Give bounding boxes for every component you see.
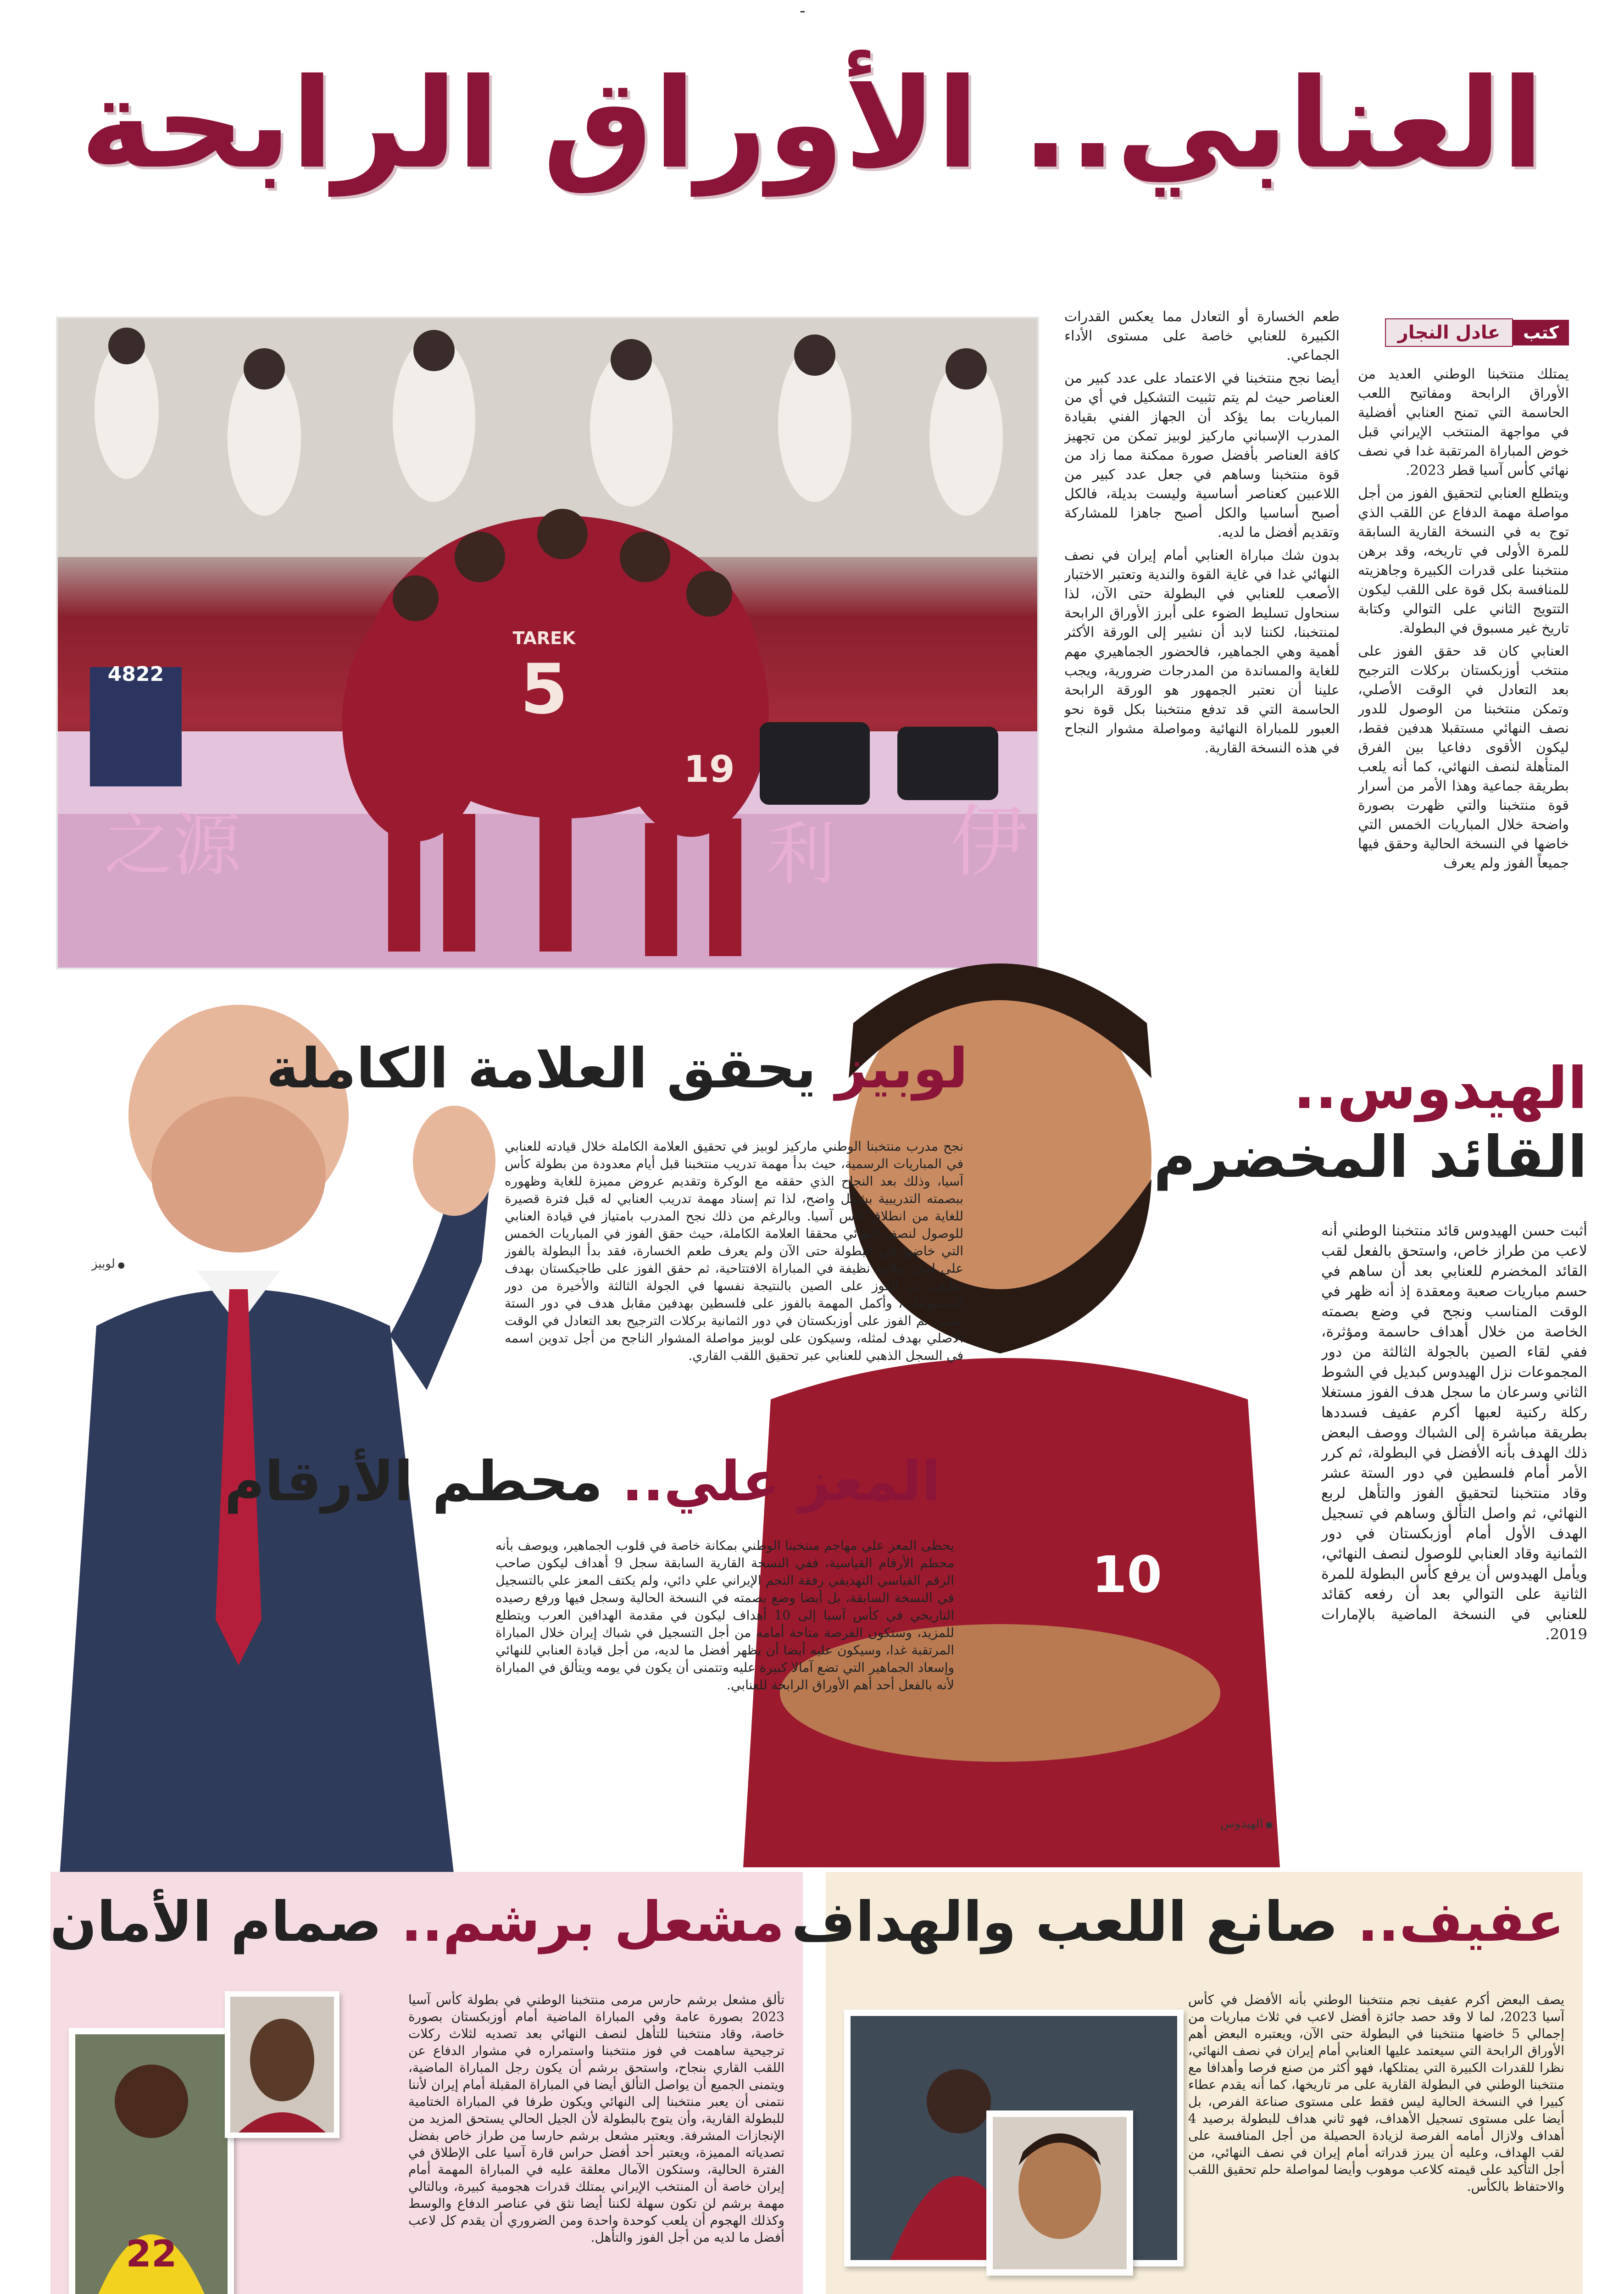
haydos-title-red: الهيدوس.. [1293, 1055, 1587, 1122]
byline-tag: كتب [1513, 320, 1569, 345]
ad-text-left: 之源 [103, 806, 242, 885]
main-article-paragraph: العنابي كان قد حقق الفوز على منتخب أوزبكستان بركلات الترجيح بعد التعادل في الوقت الأصلي، وتمكن منتخبنا من الوصول للدور نصف النهائي مستقبلا هدفين فقط، ليكون الأقوى دفاعيا بين الفرق المتأهلة لنصف النهائي، كما أنه يلعب بطريقة جماعية وهذا الأمر من أسرار قوة منتخبنا والتي ظهرت بصورة واضحة خلال المباريات الخمس التي خاضها في النسخة الحالية وحقق فيها جميعاً الفوز ولم يعرف [1358, 643, 1569, 871]
moez-title-red: المعز علي.. [622, 1450, 940, 1514]
haydos-jersey-number: 10 [1092, 1545, 1162, 1604]
afif-title [791, 1890, 1564, 1954]
byline [1385, 317, 1569, 349]
ad-text-right: 伊 [950, 797, 1029, 888]
barsham-portrait [225, 1991, 339, 2138]
barsham-body: تألق مشعل برشم حارس مرمى منتخبنا الوطني في بطولة كأس آسيا 2023 بصورة عامة وفي المباراة الماضية أمام أوزبكستان بصورة خاصة، وقاد منتخبنا للتأهل لنصف النهائي بعد تصديه لثلاث ركلات ترجيحية ساهمت في فوز منتخبنا واستمراره في مشوار الدفاع عن اللقب القاري بنجاح، واستحق برشم أن يكون رجل المباراة الماضية، ويتمنى الجميع أن يواصل التألق أيضا في المباراة المقبلة أمام إيران لأننا نتمنى أن يعبر منتخبنا إلى النهائي ويكون طرفا في المباراة الختامية للبطولة القارية، وأن يتوج بالبطولة لأن الجيل الحالي يستحق المزيد من الإنجازات المشرفة. ويعتبر مشعل برشم حارسا من طراز خاص بفضل تصدياته المميزة، ويعتبر أحد أفضل حراس قارة آسيا على الإطلاق في الفترة الحالية، وستكون الآمال معلقة عليه في المباراة المهمة أمام إيران خاصة أن المنتخب الإيراني يمتلك قدرات هجومية كبيرة، وبالتالي مهمة برشم لن تكون سهلة لكننا أيضا نثق في عناصر الدفاع والوسط وكذلك الهجوم أن يلعب كوحدة واحدة ومن الضروري أن يقدم كل لاعب أفضل ما لديه من أجل الفوز والتأهل. [408, 1992, 784, 2245]
page-headline: العنابي.. الأوراق الرابحة [80, 51, 1544, 196]
barsham-box [50, 1872, 803, 2294]
afif-portrait [986, 2110, 1133, 2276]
barsham-title-red: مشعل برشم.. [400, 1890, 784, 1954]
main-article-paragraph: طعم الخسارة أو التعادل مما يعكس القدرات الكبيرة للعنابي خاصة على مستوى الأداء الجماعي. [1064, 309, 1340, 363]
byline-name: عادل النجار [1385, 318, 1513, 347]
board-number: 4822 [107, 663, 164, 686]
barsham-portrait-illustration [225, 1991, 339, 2138]
afif-box [791, 1872, 1583, 2294]
lopez-title [266, 1037, 968, 1101]
main-article-paragraph: ويتطلع العنابي لتحقيق الفوز من أجل مواصلة مهمة الدفاع عن اللقب الذي توج به في النسخة القارية السابقة للمرة الأولى في تاريخه، وقد برهن منتخبنا على قدرات الكبيرة وجاهزيته للمنافسة بكل قوة على اللقب ليكون التتويج الثاني على التوالي وكتابة تاريخ غير مسبوق في البطولة. [1358, 485, 1569, 636]
jersey-name: TAREK [512, 628, 576, 648]
moez-title-dark: محطم الأرقام [224, 1450, 603, 1514]
afif-title-dark: صانع اللعب والهداف [791, 1890, 1338, 1954]
lopez-caption: ● لوبيز [92, 1257, 125, 1271]
main-article-paragraph: أيضا نجح منتخبنا في الاعتماد على عدد كبير من العناصر حيث لم يتم تثبيت التشكيل في أي من المباريات بما يؤكد أن الجهاز الفني بقيادة المدرب الإسباني ماركيز لوبيز تمكن من تجهيز كافة العناصر بأفضل صورة ممكنة مما زاد من قوة منتخبنا وساهم في جعل عدد كبير من اللاعبين كعناصر أساسية وليست بديلة، فالكل أصبح أساسيا والكل أصبح جاهزا للمشاركة وتقديم أفضل ما لديه. [1064, 370, 1340, 540]
jersey-number: 5 [520, 650, 568, 729]
barsham-title [50, 1890, 784, 1954]
afif-title-red: عفيف.. [1357, 1890, 1564, 1954]
barsham-photo [69, 2028, 234, 2294]
team-celebration-photo [56, 317, 1039, 969]
afif-body: يصف البعض أكرم عفيف نجم منتخبنا الوطني بأنه الأفضل في كأس آسيا 2023، لما لا وقد حصد جائزة أفضل لاعب في ثلاث مباريات من إجمالي 5 خاضها منتخبنا في البطولة حتى الآن، ويعتبره البعض أهم الأوراق الرابحة التي سيعتمد عليها العنابي أمام إيران في نصف النهائي، نظرا للقدرات الكبيرة التي يمتلكها، فهو أكثر من صنع فرصا وأهدافا مع منتخبنا الوطني في البطولة القارية على مر تاريخها، كما أنه يقدم عطاء كبيرا في النسخة الحالية ليس فقط على مستوى صناعة الفرص، بل أيضا على مستوى تسجيل الأهداف، فهو ثاني هداف للبطولة برصيد 4 أهداف ولازال أمامه الفرصة لزيادة الحصيلة من أجل المنافسة على لقب الهداف، وعليه أن يبرز قدراته أمام إيران في نصف النهائي، من أجل التأكيد على قيمته كلاعب موهوب وأيضا لمواصلة حلم تحقيق اللقب والاحتفاظ بالكأس. [1188, 1992, 1564, 2194]
moez-body: يحظى المعز علي مهاجم منتخبنا الوطني بمكانة خاصة في قلوب الجماهير، ويوصف بأنه محطم الأرقام القياسية، ففي النسخة القارية السابقة سجل 9 أهداف ليكون صاحب الرقم القياسي التهديفي رفقة النجم الإيراني علي دائي، ولم يكتف المعز علي بالتسجيل في النسخة السابقة، بل أيضا وضع بصمته في النسخة الحالية وسجل فيها ورفع رصيده التاريخي في كأس آسيا إلى 10 أهداف ليكون في مقدمة الهدافين العرب ويتطلع للمزيد، وستكون الفرصة متاحة أمامه من أجل التسجيل في شباك إيران خلال المباراة المرتقبة غدا، وسيكون عليه أيضا أن يظهر أفضل ما لديه، من أجل قيادة العنابي للنهائي وإسعاد الجماهير التي تضع آمالا كبيرة عليه وتتمنى أن يكون في يومه ويتألق في المباراة لأنه بالفعل أحد أهم الأوراق الرابحة للعنابي. [495, 1538, 954, 1693]
barsham-photo-illustration [69, 2028, 234, 2294]
main-article-paragraph: يمتلك منتخبنا الوطني العديد من الأوراق الرابحة ومفاتيح اللعب الحاسمة التي تمنح العنابي أفضلية في مواجهة المنتخب الإيراني قبل خوض المباراة المرتقبة غدا في نصف نهائي كأس آسيا قطر 2023. [1358, 366, 1569, 479]
moez-title [224, 1450, 940, 1514]
haydos-caption: ● الهيدوس [1220, 1817, 1273, 1831]
main-article-col-right [1358, 365, 1569, 961]
main-article-col-left [1064, 307, 1340, 968]
haydos-title-dark: القائد المخضرم [1153, 1124, 1587, 1191]
main-article-paragraph: بدون شك مباراة العنابي أمام إيران في نصف النهائي غدا في غاية القوة والندية وتعتبر الاختبار الأصعب للعنابي في البطولة حتى الآن، لذا سنحاول تسليط الضوء على أبرز الأوراق الرابحة لمنتخبنا، لكننا لابد أن نشير إلى الورقة الأكثر أهمية وهي الجماهير، فالحضور الجماهيري مهم للغاية والمساندة من المدرجات ضرورية، ويجب علينا أن نعتبر الجمهور هو الورقة الرابحة الحاسمة التي قد تدفع منتخبنا بكل قوة نحو العبور للمباراة النهائية ومواصلة مشوار النجاح في هذه النسخة القارية. [1064, 547, 1340, 756]
haydos-body: أثبت حسن الهيدوس قائد منتخبنا الوطني أنه لاعب من طراز خاص، واستحق بالفعل لقب القائد المخضرم للعنابي بعد أن ساهم في حسم مباريات صعبة ومعقدة إذ أنه ظهر في الوقت المناسب ونجح في وضع بصمته الخاصة من خلال أهداف حاسمة ومؤثرة، ففي لقاء الصين بالجولة الثالثة من دور المجموعات نزل الهيدوس كبديل في الشوط الثاني وسرعان ما سجل هدف الفوز مستغلا ركلة ركنية لعبها أكرم عفيف فسددها بطريقة مباشرة إلى الشباك ووصف البعض ذلك الهدف بأنه الأفضل في البطولة، ثم كرر الأمر أمام فلسطين في دور الستة عشر وقاد منتخبنا لتحقيق الفوز والتأهل لربع النهائي، ثم واصل التألق وساهم في تسجيل الهدف الأول أمام أوزبكستان في دور الثمانية وقاد العنابي للوصول لنصف النهائي، ويأمل الهيدوس أن يرفع كأس البطولة للمرة الثانية على التوالي بعد أن رفعه كقائد للعنابي في النسخة الماضية بالإمارات 2019. [1321, 1222, 1587, 1643]
top-stray-mark: ـ [801, 0, 805, 16]
ad-text-mid: 利 [766, 815, 836, 895]
team-celebration-illustration [58, 318, 1037, 968]
afif-portrait-illustration [986, 2110, 1133, 2276]
barsham-jersey-number: 22 [126, 2233, 177, 2275]
jersey-number-2: 19 [684, 748, 735, 791]
lopez-caricature [41, 977, 560, 1876]
lopez-body: نجح مدرب منتخبنا الوطني ماركيز لوبيز في تحقيق العلامة الكاملة خلال قيادته للعنابي في المباريات الرسمية، حيث بدأ مهمة تدريب منتخبنا قبل أيام معدودة من بطولة كأس آسيا، وذلك بعد النجاح الذي حققه مع الوكرة وتقديم عروض مميزة للغاية وظهوره ببصمته التدريبية بشكل واضح، لذا تم إسناد مهمة تدريب العنابي له قبل فترة قصيرة للغاية من انطلاق كأس آسيا. وبالرغم من ذلك نجح المدرب بامتياز في قيادة العنابي للوصول لنصف النهائي محققا العلامة الكاملة، حيث حقق الفوز في المباريات الخمس التي خاضها في البطولة حتى الآن ولم يعرف طعم الخسارة، فقد بدأ البطولة بالفوز على لبنان بثلاثية نظيفة في المباراة الافتتاحية، ثم حقق الفوز على طاجيكستان بهدف نظيف، ثم الفوز على الصين بالنتيجة نفسها في الجولة الثالثة والأخيرة من دور المجموعات، وأكمل المهمة بالفوز على فلسطين بهدفين مقابل هدف في دور الستة عشر، ثم الفوز على أوزبكستان في دور الثمانية بركلات الترجيح بعد التعادل في الوقت الأصلي بهدف لمثله، وسيكون على لوبيز مواصلة المشوار الناجح من أجل تدوين اسمه في السجل الذهبي للعنابي عبر تحقيق اللقب القاري. [505, 1139, 963, 1363]
lopez-title-dark: يحقق العلامة الكاملة [266, 1037, 817, 1101]
lopez-title-red: لوبيز [835, 1037, 968, 1101]
barsham-title-dark: صمام الأمان [50, 1890, 382, 1954]
